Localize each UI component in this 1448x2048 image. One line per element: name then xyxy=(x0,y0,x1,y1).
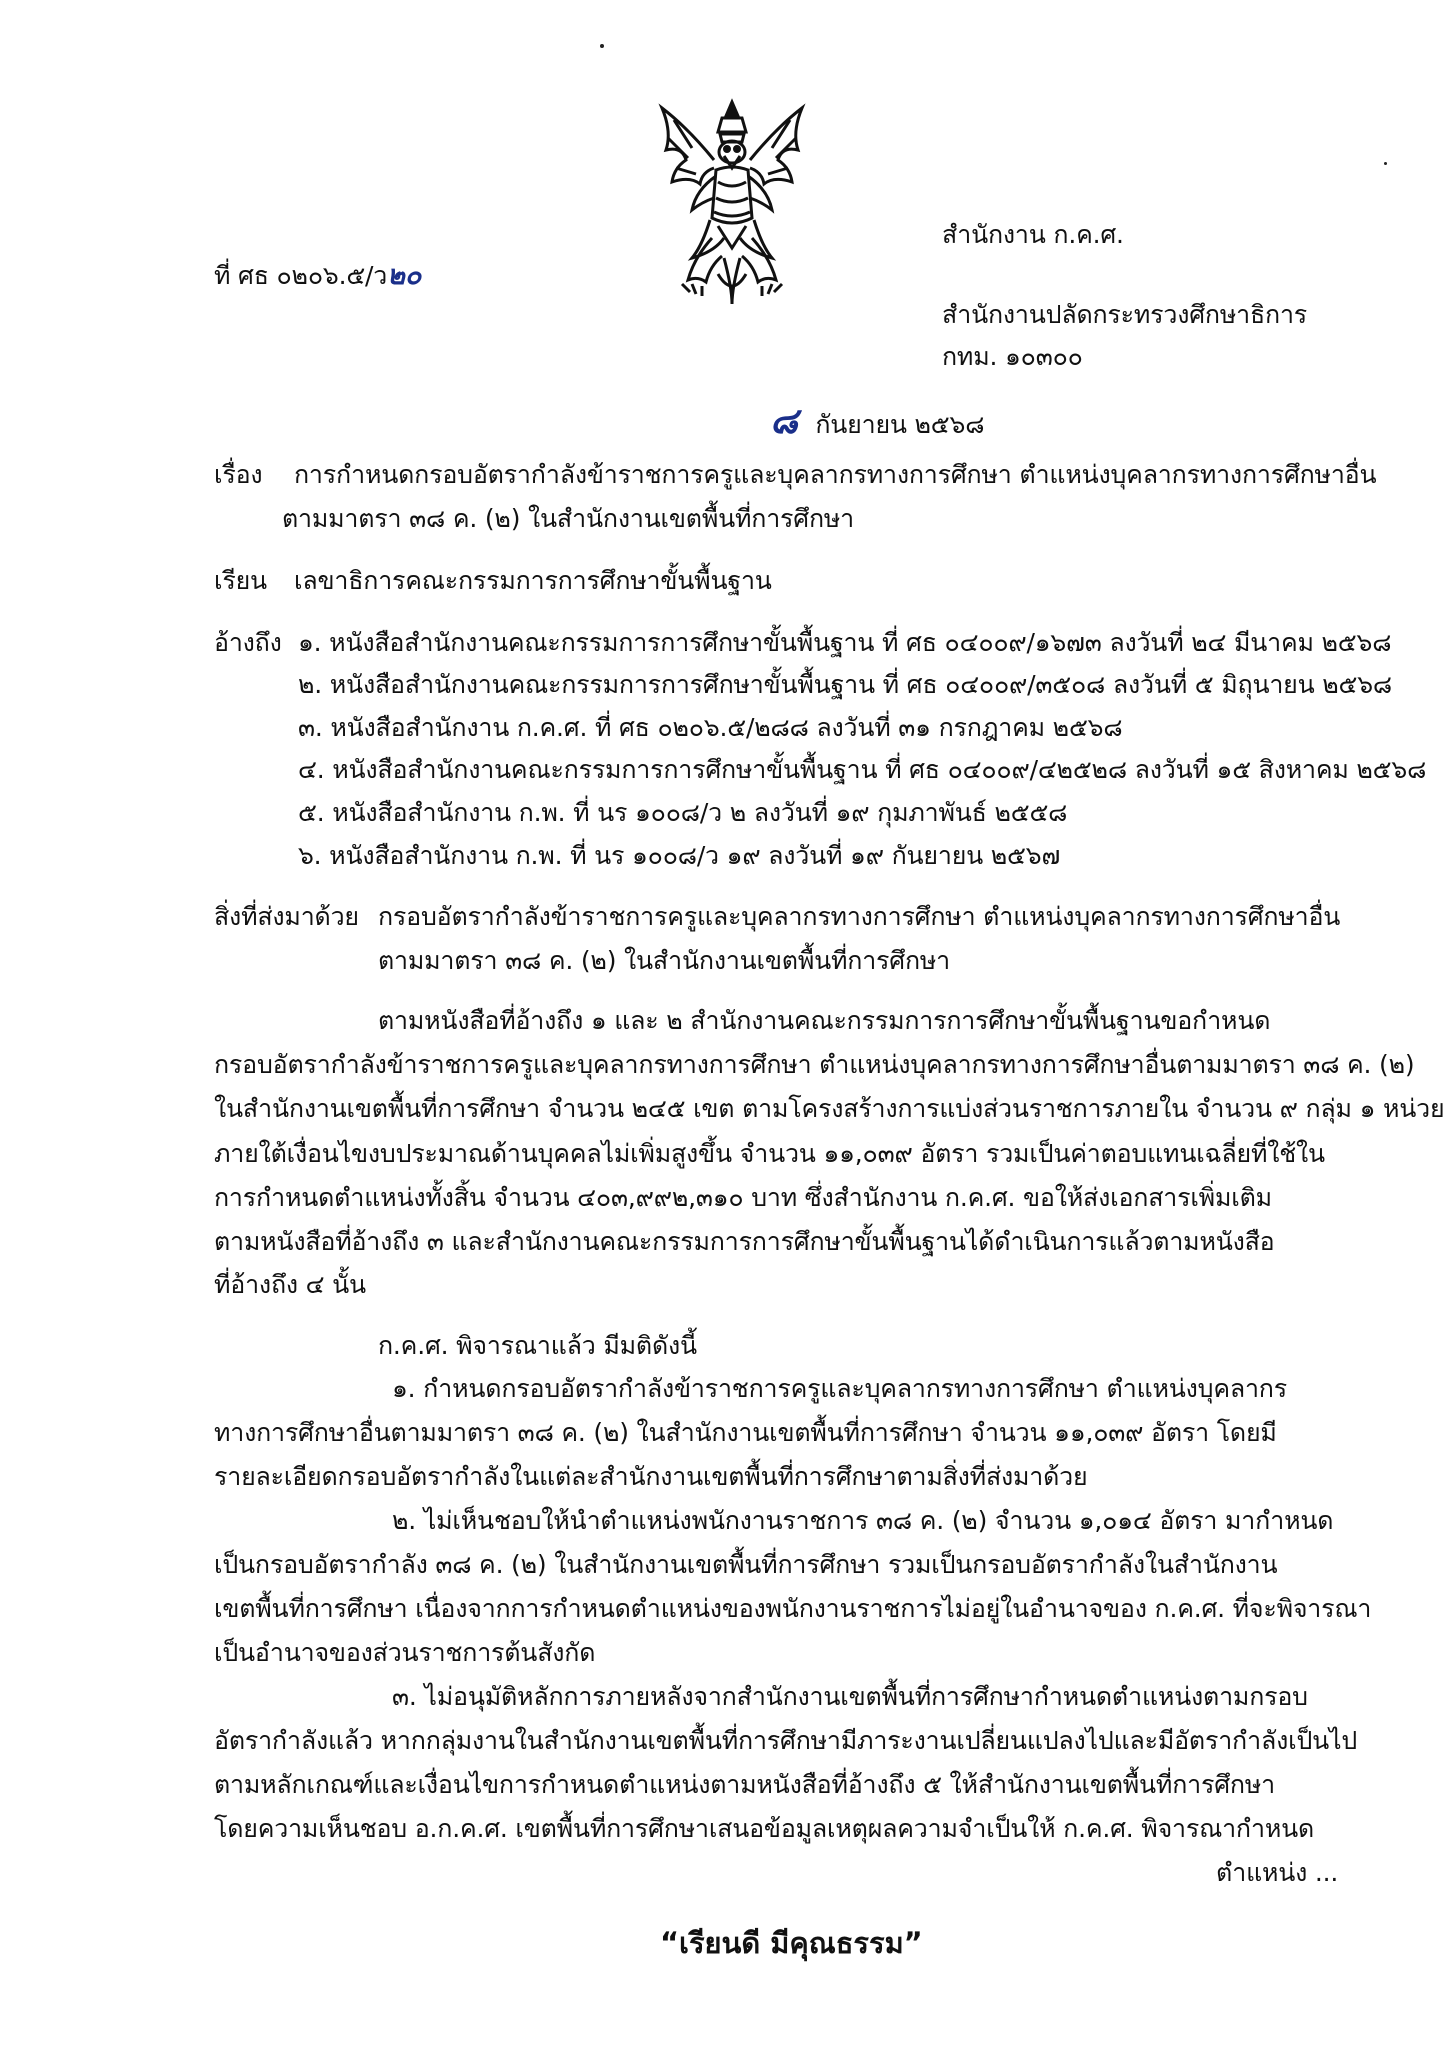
reference-item-2: ๒. หนังสือสำนักงานคณะกรรมการการศึกษาขั้นพื้นฐาน ที่ ศธ ๐๔๐๐๙/๓๕๐๘ ลงวันที่ ๕ มิถุนายน ๒๕๖๘ xyxy=(298,670,1393,699)
references-label: อ้างถึง xyxy=(214,628,282,657)
letter-date xyxy=(770,401,985,442)
date-day-handwritten: ๘ xyxy=(770,401,798,442)
resolution-3-line-4: โดยความเห็นชอบ อ.ก.ค.ศ. เขตพื้นที่การศึกษาเสนอข้อมูลเหตุผลความจำเป็นให้ ก.ค.ศ. พิจารณากำหนด xyxy=(214,1814,1315,1843)
paragraph-1-line-1: ตามหนังสือที่อ้างถึง ๑ และ ๒ สำนักงานคณะกรรมการการศึกษาขั้นพื้นฐานขอกำหนด xyxy=(378,1006,1271,1035)
paragraph-1-line-6: ตามหนังสือที่อ้างถึง ๓ และสำนักงานคณะกรรมการการศึกษาขั้นพื้นฐานได้ดำเนินการแล้วตามหนังสือ xyxy=(214,1227,1275,1256)
reference-handwritten-number: ๒๐ xyxy=(387,260,421,291)
reference-prefix: ที่ ศธ ๐๒๐๖.๕/ว xyxy=(214,261,388,290)
reference-item-3: ๓. หนังสือสำนักงาน ก.ค.ศ. ที่ ศธ ๐๒๐๖.๕/๒๘๘ ลงวันที่ ๓๑ กรกฎาคม ๒๕๖๘ xyxy=(298,713,1123,742)
subject-label: เรื่อง xyxy=(214,460,263,489)
enclosure-line-1: กรอบอัตรากำลังข้าราชการครูและบุคลากรทางการศึกษา ตำแหน่งบุคลากรทางการศึกษาอื่น xyxy=(378,902,1341,931)
office-line-3: กทม. ๑๐๓๐๐ xyxy=(942,342,1083,371)
resolution-3-line-1: ๓. ไม่อนุมัติหลักการภายหลังจากสำนักงานเขตพื้นที่การศึกษากำหนดตำแหน่งตามกรอบ xyxy=(392,1682,1308,1711)
reference-item-1: ๑. หนังสือสำนักงานคณะกรรมการการศึกษาขั้นพื้นฐาน ที่ ศธ ๐๔๐๐๙/๑๖๗๓ ลงวันที่ ๒๔ มีนาคม ๒๕๖๘ xyxy=(298,628,1392,657)
addressee-label: เรียน xyxy=(214,566,267,595)
reference-item-4: ๔. หนังสือสำนักงานคณะกรรมการการศึกษาขั้นพื้นฐาน ที่ ศธ ๐๔๐๐๙/๔๒๕๒๘ ลงวันที่ ๑๕ สิงหาคม ๒๕๖๘ xyxy=(298,755,1427,784)
resolution-2-line-1: ๒. ไม่เห็นชอบให้นำตำแหน่งพนักงานราชการ ๓๘ ค. (๒) จำนวน ๑,๐๑๔ อัตรา มากำหนด xyxy=(392,1506,1334,1535)
resolution-3-line-3: ตามหลักเกณฑ์และเงื่อนไขการกำหนดตำแหน่งตามหนังสือที่อ้างถึง ๕ ให้สำนักงานเขตพื้นที่การศึกษา xyxy=(214,1770,1275,1799)
paragraph-1-line-7: ที่อ้างถึง ๔ นั้น xyxy=(214,1270,366,1299)
enclosure-label: สิ่งที่ส่งมาด้วย xyxy=(214,902,359,931)
subject-line-2: ตามมาตรา ๓๘ ค. (๒) ในสำนักงานเขตพื้นที่การศึกษา xyxy=(282,504,854,533)
resolution-3-line-2: อัตรากำลังแล้ว หากกลุ่มงานในสำนักงานเขตพื้นที่การศึกษามีภาระงานเปลี่ยนแปลงไปและมีอัตรากำลังเป็นไป xyxy=(214,1726,1358,1755)
resolution-1-line-1: ๑. กำหนดกรอบอัตรากำลังข้าราชการครูและบุคลากรทางการศึกษา ตำแหน่งบุคลากร xyxy=(392,1374,1287,1403)
enclosure-line-2: ตามมาตรา ๓๘ ค. (๒) ในสำนักงานเขตพื้นที่การศึกษา xyxy=(378,946,950,975)
resolution-1-line-3: รายละเอียดกรอบอัตรากำลังในแต่ละสำนักงานเขตพื้นที่การศึกษาตามสิ่งที่ส่งมาด้วย xyxy=(214,1462,1088,1491)
paragraph-1-line-3: ในสำนักงานเขตพื้นที่การศึกษา จำนวน ๒๔๕ เขต ตามโครงสร้างการแบ่งส่วนราชการภายใน จำนวน ๙ กลุ่ม ๑ หน่วย xyxy=(214,1094,1445,1123)
footer-motto: “เรียนดี มีคุณธรรม” xyxy=(660,1926,923,1960)
resolution-2-line-2: เป็นกรอบอัตรากำลัง ๓๘ ค. (๒) ในสำนักงานเขตพื้นที่การศึกษา รวมเป็นกรอบอัตรากำลังในสำนักงาน xyxy=(214,1550,1278,1579)
office-line-2: สำนักงานปลัดกระทรวงศึกษาธิการ xyxy=(942,300,1308,329)
garuda-emblem-icon xyxy=(652,98,812,310)
paragraph-1-line-2: กรอบอัตรากำลังข้าราชการครูและบุคลากรทางการศึกษา ตำแหน่งบุคลากรทางการศึกษาอื่นตามมาตรา ๓๘ ค. (๒) xyxy=(214,1050,1415,1079)
reference-number xyxy=(214,262,421,289)
scan-speck xyxy=(600,44,604,48)
paragraph-1-line-5: การกำหนดตำแหน่งทั้งสิ้น จำนวน ๔๐๓,๙๙๒,๓๑๐ บาท ซึ่งสำนักงาน ก.ค.ศ. ขอให้ส่งเอกสารเพิ่มเติม xyxy=(214,1183,1272,1212)
reference-item-6: ๖. หนังสือสำนักงาน ก.พ. ที่ นร ๑๐๐๘/ว ๑๙ ลงวันที่ ๑๙ กันยายน ๒๕๖๗ xyxy=(298,841,1061,870)
reference-item-5: ๕. หนังสือสำนักงาน ก.พ. ที่ นร ๑๐๐๘/ว ๒ ลงวันที่ ๑๙ กุมภาพันธ์ ๒๕๕๘ xyxy=(298,798,1068,827)
paragraph-2: ก.ค.ศ. พิจารณาแล้ว มีมติดังนี้ xyxy=(378,1331,697,1360)
scan-speck xyxy=(1384,162,1387,165)
resolution-2-line-3: เขตพื้นที่การศึกษา เนื่องจากการกำหนดตำแหน่งของพนักงานราชการไม่อยู่ในอำนาจของ ก.ค.ศ. ที่จะพิจารณา xyxy=(214,1594,1372,1623)
date-month-year: กันยายน ๒๕๖๘ xyxy=(815,410,985,439)
continuation-marker: ตำแหน่ง ... xyxy=(1216,1858,1339,1887)
subject-line-1: การกำหนดกรอบอัตรากำลังข้าราชการครูและบุคลากรทางการศึกษา ตำแหน่งบุคลากรทางการศึกษาอื่น xyxy=(294,460,1377,489)
resolution-2-line-4: เป็นอำนาจของส่วนราชการต้นสังกัด xyxy=(214,1638,596,1667)
paragraph-1-line-4: ภายใต้เงื่อนไขงบประมาณด้านบุคคลไม่เพิ่มสูงขึ้น จำนวน ๑๑,๐๓๙ อัตรา รวมเป็นค่าตอบแทนเฉลี่ยที่ใช้ใน xyxy=(214,1139,1325,1168)
office-line-1: สำนักงาน ก.ค.ศ. xyxy=(942,220,1124,249)
addressee-text: เลขาธิการคณะกรรมการการศึกษาขั้นพื้นฐาน xyxy=(294,566,772,595)
resolution-1-line-2: ทางการศึกษาอื่นตามมาตรา ๓๘ ค. (๒) ในสำนักงานเขตพื้นที่การศึกษา จำนวน ๑๑,๐๓๙ อัตรา โดยมี xyxy=(214,1418,1277,1447)
